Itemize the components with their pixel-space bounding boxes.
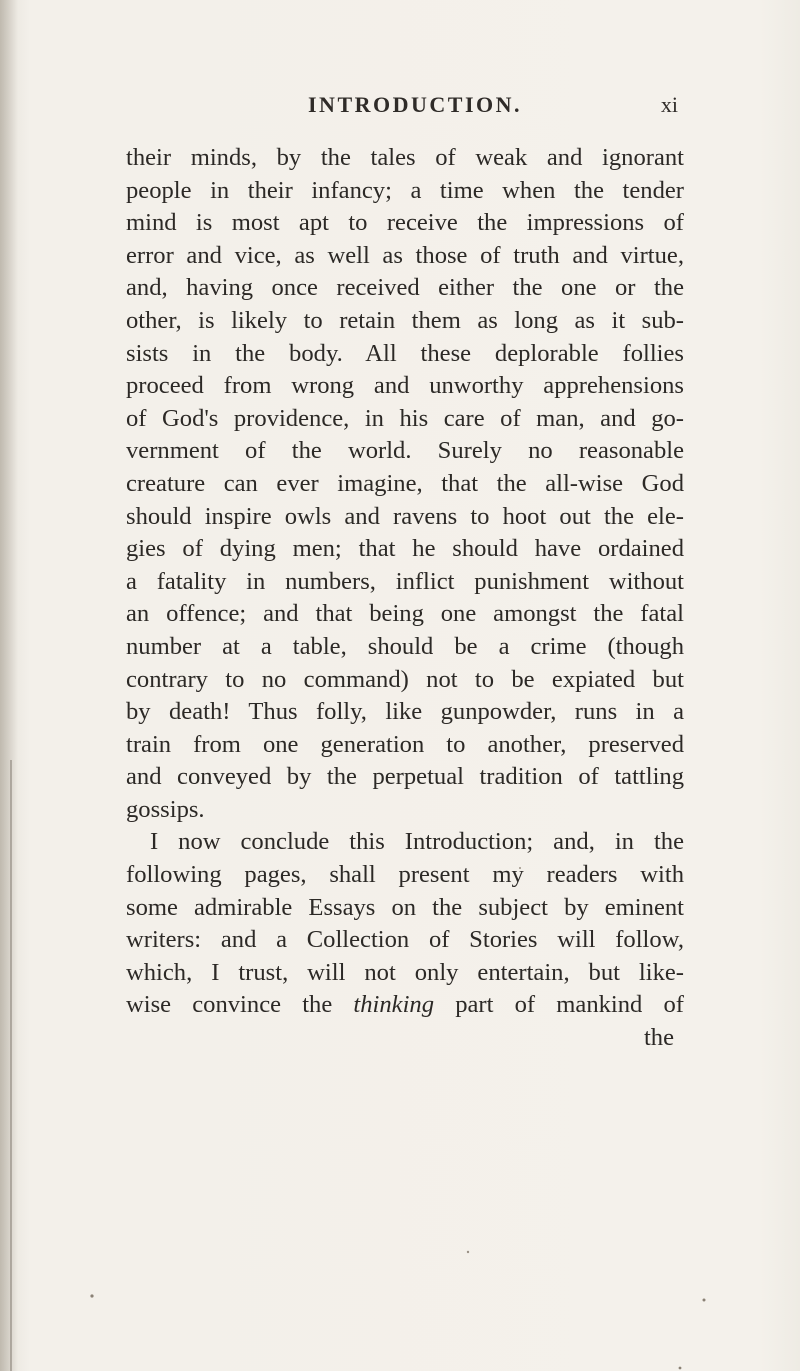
text-line: which, I trust, will not only entertain, but like- xyxy=(126,958,684,986)
italic-word: thinking xyxy=(353,991,435,1019)
text-line: contrary to no command) not to be expiated but xyxy=(126,665,684,693)
text-line: error and vice, as well as those of truth and virtue, xyxy=(126,241,684,269)
text-line: an offence; and that being one amongst the fatal xyxy=(126,600,684,628)
running-title: INTRODUCTION. xyxy=(308,92,523,117)
text-line: their minds, by the tales of weak and ignorant xyxy=(126,144,684,171)
text-line: should inspire owls and ravens to hoot out the ele- xyxy=(126,502,684,530)
paper-speck xyxy=(679,1367,682,1370)
catchword: the xyxy=(643,1024,674,1052)
text-line: other, is likely to retain them as long as it sub- xyxy=(126,306,684,334)
text-line: following pages, shall present my readers with xyxy=(126,861,684,889)
paper-speck xyxy=(467,1251,469,1253)
text-line: sists in the body. All these deplorable follies xyxy=(126,339,684,367)
text-line: gies of dying men; that he should have ordained xyxy=(126,535,684,563)
text-line: and, having once received either the one or the xyxy=(126,274,684,302)
text-line: writers: and a Collection of Stories will follow, xyxy=(126,926,684,954)
text-line: wise convince the thinking part of mankind of xyxy=(126,991,684,1019)
text-line: number at a table, should be a crime (though xyxy=(126,632,684,660)
text-line: and conveyed by the perpetual tradition of tattling xyxy=(126,763,684,791)
body-text xyxy=(126,142,684,1055)
paper-speck xyxy=(703,1299,706,1302)
text-line: creature can ever imagine, that the all-wise God xyxy=(126,469,684,497)
text-line: some admirable Essays on the subject by eminent xyxy=(126,893,684,921)
running-header xyxy=(120,92,678,132)
text-line: by death! Thus folly, like gunpowder, runs in a xyxy=(126,698,684,726)
text-line: mind is most apt to receive the impressions of xyxy=(126,209,684,237)
text-line-paragraph-end: gossips. xyxy=(126,795,205,823)
text-line: people in their infancy; a time when the tender xyxy=(126,176,684,204)
text-line: of God's providence, in his care of man, and go- xyxy=(126,404,684,432)
text-line: a fatality in numbers, inflict punishment without xyxy=(126,567,684,595)
text-line: proceed from wrong and unworthy apprehensions xyxy=(126,372,684,400)
page-number: xi xyxy=(660,92,678,117)
text-line: train from one generation to another, preserved xyxy=(126,730,684,758)
paper-speck xyxy=(90,1294,93,1297)
text-line: vernment of the world. Surely no reasonable xyxy=(126,437,684,465)
text-line-paragraph-start: I now conclude this Introduction; and, in the xyxy=(150,828,684,856)
